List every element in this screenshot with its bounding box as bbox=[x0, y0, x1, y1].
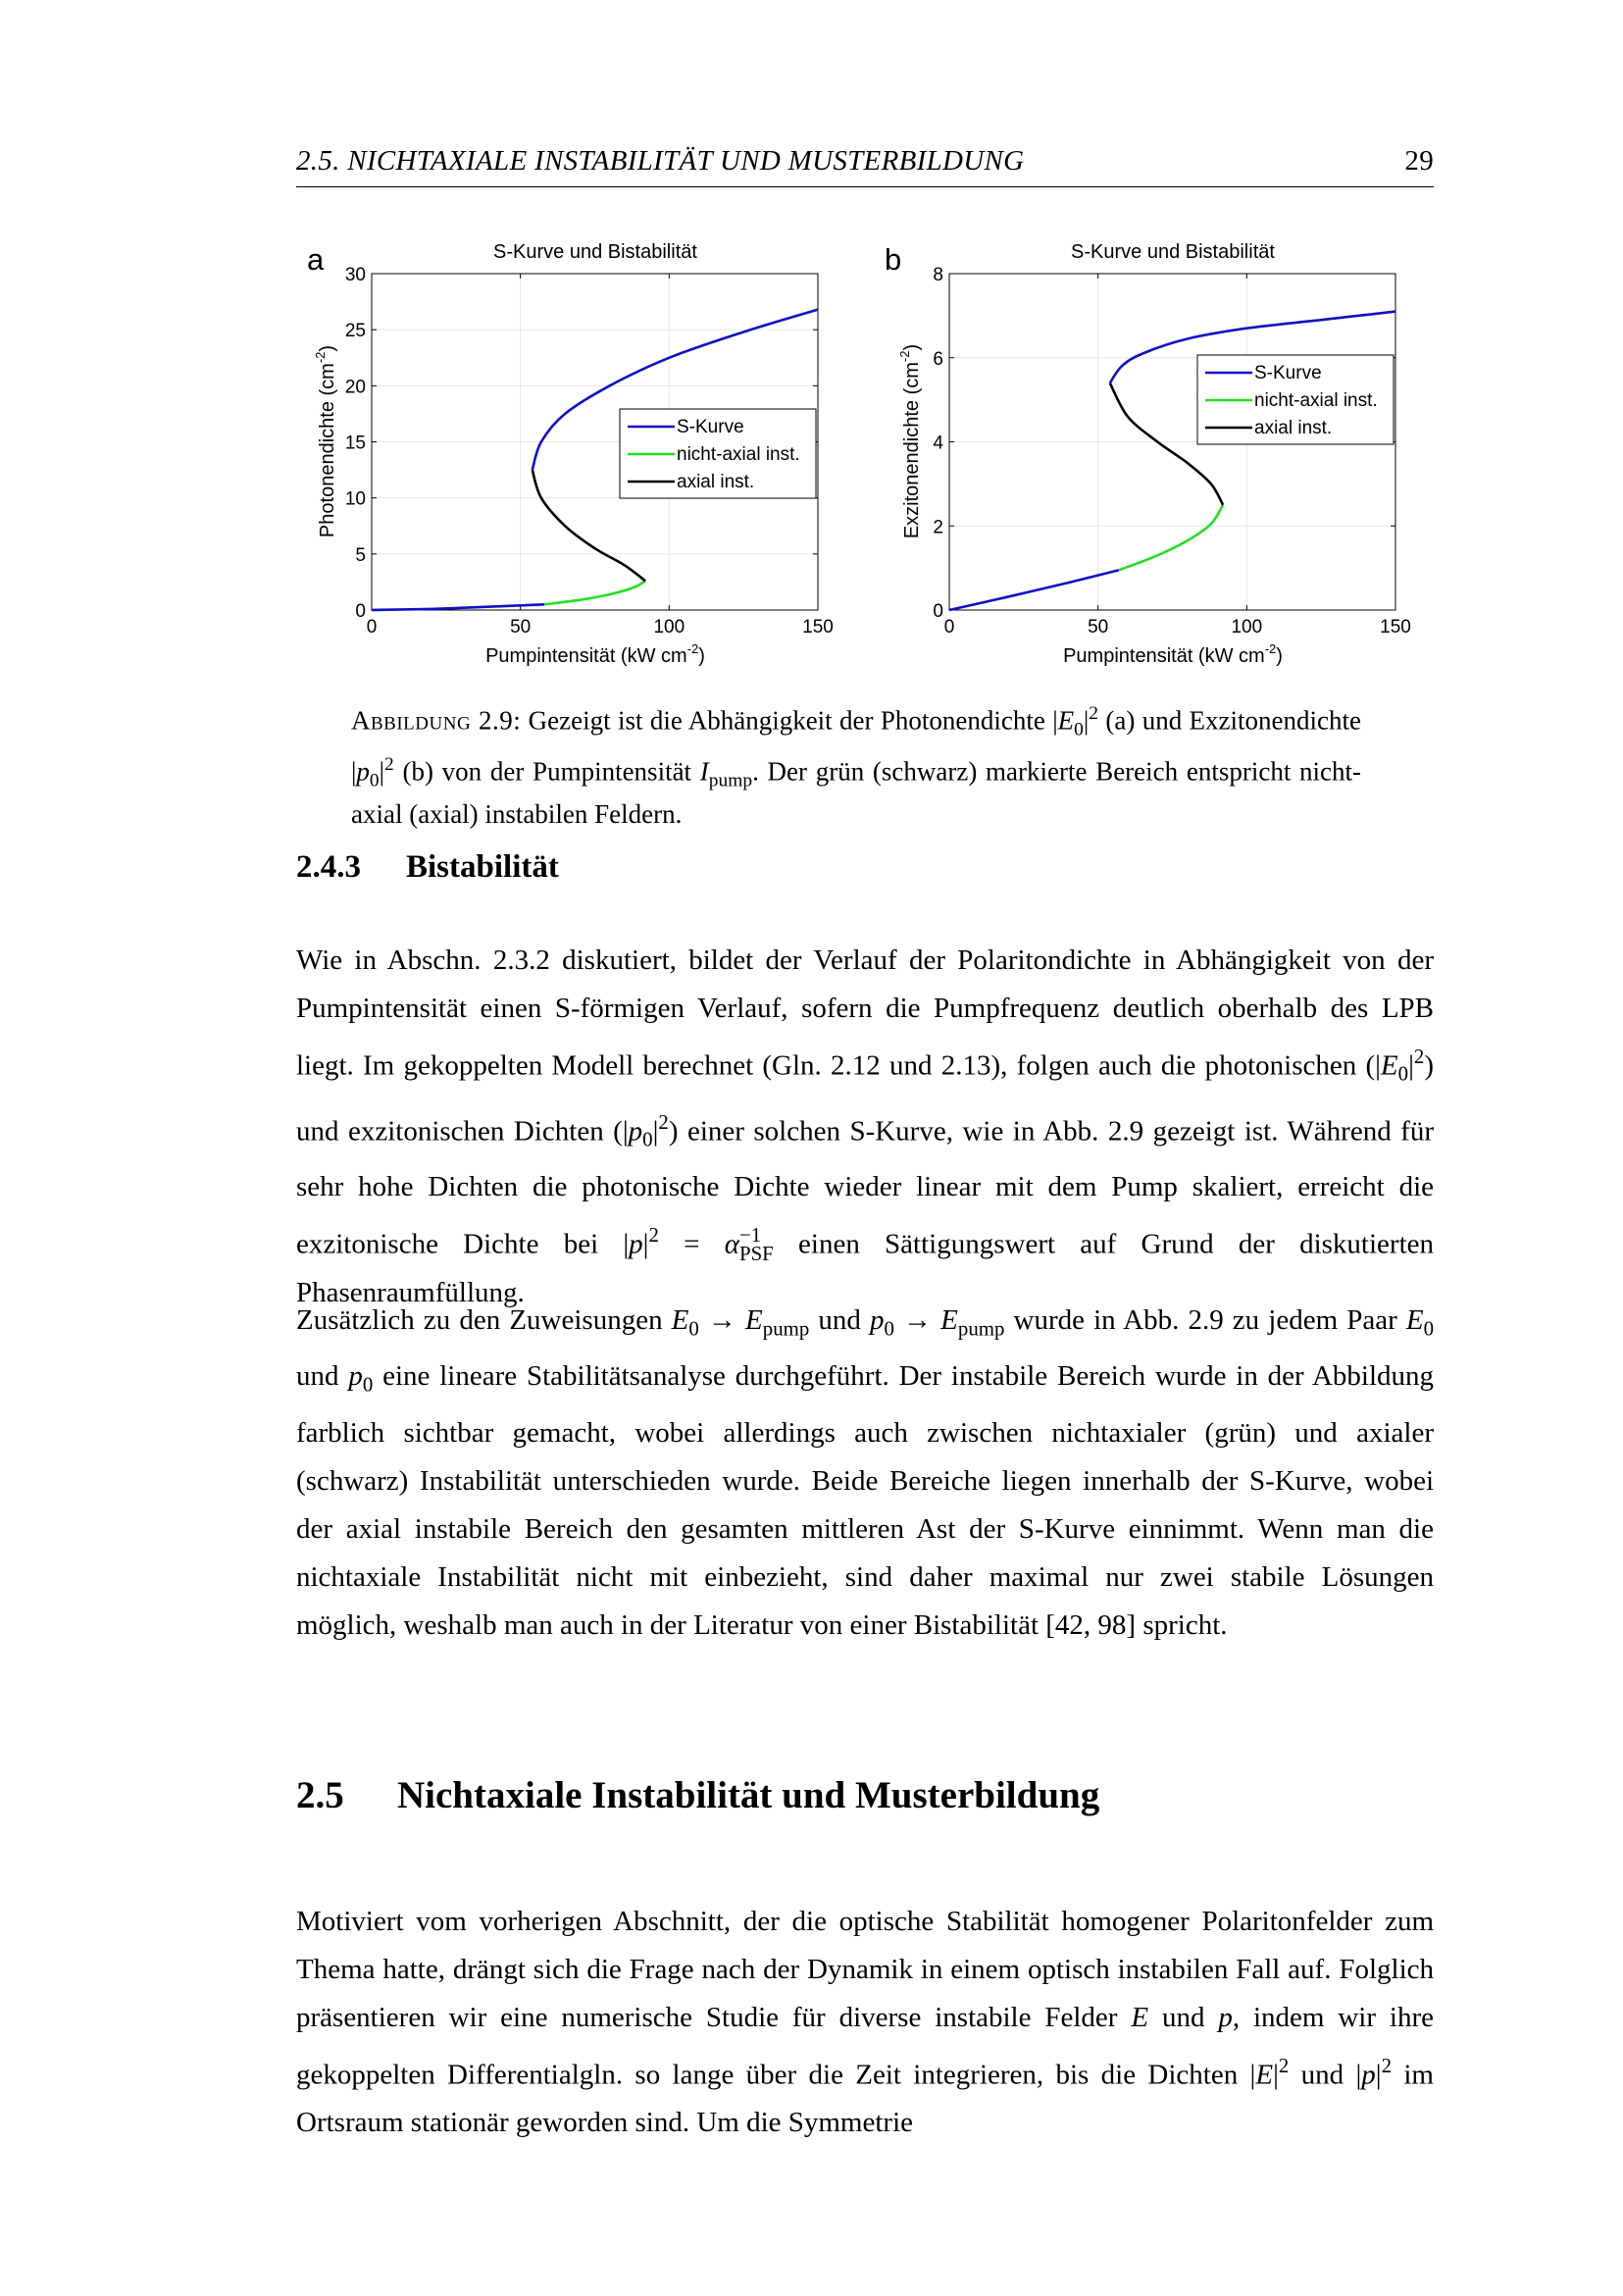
para-math: p bbox=[870, 1304, 885, 1336]
para-math: 2 bbox=[658, 1109, 669, 1134]
para-math: 2 bbox=[1413, 1045, 1425, 1068]
panel-a-xtick: 0 bbox=[366, 617, 378, 638]
para-math: 2 bbox=[648, 1223, 659, 1248]
para-text: Zusätzlich zu den Zuweisungen bbox=[296, 1304, 672, 1336]
subsection-heading bbox=[296, 849, 559, 886]
para-math: 2 bbox=[1278, 2054, 1290, 2077]
caption-text: | bbox=[379, 756, 385, 787]
panel-b-xlabel: Pumpintensität (kW $cm^{-2}$) bbox=[1063, 641, 1283, 667]
panel-a-ytick: 25 bbox=[344, 321, 366, 342]
panel-b-xtick: 0 bbox=[943, 617, 955, 638]
para-text: | bbox=[1408, 1049, 1414, 1082]
panel-b-xtick: 100 bbox=[1231, 617, 1263, 638]
panel-b-ytick: 2 bbox=[933, 517, 943, 538]
para-text: wurde in Abb. 2.9 zu jedem Paar bbox=[1004, 1304, 1406, 1336]
panel-a-series-s-kurve-0 bbox=[372, 604, 544, 610]
panel-a-xtick: 50 bbox=[510, 617, 532, 638]
caption-text: (a) und Exzitonendichte | bbox=[351, 705, 1361, 787]
panel-a-ytick: 0 bbox=[355, 601, 366, 622]
para-text: Motiviert vom vorherigen Abschnitt, der die optische Stabilität homogener Polaritonfelder zum Thema hatte, drängt sich die Frage nach der Dynamik in einem optisch instabilen Fall auf. Folglich präsentieren wir eine numerische Studie für diverse instabile Felder bbox=[296, 1906, 1434, 2033]
panel-a-title: S-Kurve und Bistabilität bbox=[493, 241, 697, 263]
para-text: eine lineare Stabilitätsanalyse durchgeführt. Der instabile Bereich wurde in der Abbildung farblich sichtbar gemacht, wobei allerdings auch zwischen nichtaxialer (grün) und axialer (schwarz) Instabilität unterschieden wurde. Beide Bereiche liegen innerhalb der S-Kurve, wobei der axial instabile Bereich den gesamten mittleren Ast der S-Kurve einnimmt. Wenn man die nichtaxiale Instabilität nicht mit einbezieht, sind daher maximal nur zwei stabile Lösungen möglich, weshalb man auch in der Literatur von einer Bistabilität [42, 98] spricht. bbox=[296, 1360, 1435, 1641]
caption-math: I bbox=[699, 756, 709, 787]
para-text: einen Sättigungswert auf Grund der diskutierten Phasenraumfüllung. bbox=[296, 1228, 1435, 1308]
legend-label-axial: axial inst. bbox=[1254, 418, 1333, 438]
para-math: → bbox=[698, 1304, 746, 1336]
running-header bbox=[296, 145, 1434, 184]
caption-label: Abbildung 2.9: bbox=[351, 705, 522, 736]
para-text: | bbox=[1375, 2059, 1382, 2091]
caption-text: . Der grün (schwarz) markierte Bereich entspricht nicht-axial (axial) instabilen Feldern. bbox=[351, 756, 1362, 830]
panel-b-ytick: 4 bbox=[933, 433, 943, 454]
section-number: 2.5 bbox=[296, 1774, 344, 1816]
para-math: 0 bbox=[1397, 1061, 1409, 1086]
para-math: p bbox=[628, 1115, 643, 1148]
panel-a-ytick: 20 bbox=[344, 377, 366, 398]
para-text: und | bbox=[1289, 2059, 1362, 2091]
figure-svg bbox=[294, 224, 1442, 685]
para-math: E bbox=[671, 1304, 689, 1336]
para-math: α bbox=[724, 1228, 739, 1260]
para-math: E bbox=[745, 1304, 763, 1336]
panel-a-ytick: 10 bbox=[344, 488, 366, 510]
panel-a-series-nicht-axial-inst--1 bbox=[544, 581, 645, 604]
paragraph-2 bbox=[296, 1297, 1434, 1650]
para-math: p bbox=[629, 1228, 643, 1260]
caption-math: 2 bbox=[384, 753, 394, 775]
panel-b-ytick: 6 bbox=[933, 348, 943, 370]
running-title: 2.5. NICHTAXIALE INSTABILITÄT UND MUSTERBILDUNG bbox=[296, 145, 1025, 177]
para-math: E bbox=[1131, 2002, 1149, 2033]
para-math: → bbox=[893, 1304, 941, 1336]
legend-label-axial: axial inst. bbox=[677, 472, 755, 492]
panel-a-ytick: 30 bbox=[344, 265, 366, 285]
subsection-number: 2.4.3 bbox=[296, 849, 361, 885]
subsection-title: Bistabilität bbox=[406, 849, 559, 885]
legend-label-s-kurve: S-Kurve bbox=[677, 417, 744, 437]
caption-text: Gezeigt ist die Abhängigkeit der Photonendichte | bbox=[528, 705, 1058, 736]
para-text: im Ortsraum stationär geworden sind. Um die Symmetrie bbox=[296, 2059, 1434, 2139]
para-math: 0 bbox=[362, 1372, 374, 1397]
panel-b-yticks bbox=[933, 265, 943, 622]
para-text: und bbox=[1148, 2002, 1219, 2033]
para-text: = bbox=[658, 1228, 725, 1260]
section-heading bbox=[296, 1773, 1099, 1817]
panel-b-series-nicht-axial-inst--1 bbox=[1119, 505, 1223, 571]
para-math: 0 bbox=[1423, 1316, 1435, 1341]
panel-b-legend bbox=[1197, 355, 1394, 444]
panel-b-title: S-Kurve und Bistabilität bbox=[1071, 241, 1275, 263]
caption-math: p bbox=[356, 756, 370, 787]
para-math: 2 bbox=[1381, 2054, 1393, 2077]
panel-a-xtick: 100 bbox=[653, 617, 685, 638]
figure-2-9 bbox=[294, 224, 1442, 685]
para-math: 0 bbox=[642, 1127, 653, 1151]
para-math: 0 bbox=[688, 1316, 699, 1341]
caption-text: | bbox=[1083, 705, 1090, 736]
para-text: ) und exzitonischen Dichten (| bbox=[296, 1049, 1434, 1148]
panel-a-xlabel: Pumpintensität (kW $cm^{-2}$) bbox=[485, 641, 705, 667]
panel-a bbox=[307, 241, 834, 667]
paragraph-1 bbox=[296, 937, 1434, 1317]
paragraph-3 bbox=[296, 1898, 1434, 2147]
panel-b-ytick: 8 bbox=[933, 265, 943, 285]
para-text: und bbox=[296, 1360, 349, 1393]
panel-b-series-s-kurve-0 bbox=[949, 570, 1119, 610]
panel-b-label: b bbox=[885, 242, 902, 277]
panel-b-ytick: 0 bbox=[933, 601, 943, 622]
para-math: PSF bbox=[738, 1242, 774, 1266]
para-text: , indem wir ihre gekoppelten Differentialgln. so lange über die Zeit integrieren, bis die Dichten | bbox=[296, 2002, 1434, 2091]
panel-b bbox=[885, 241, 1411, 667]
alpha-scripts bbox=[738, 1223, 774, 1266]
para-math: 0 bbox=[884, 1316, 894, 1341]
para-math: E bbox=[940, 1304, 958, 1336]
legend-label-nicht-axial: nicht-axial inst. bbox=[677, 444, 800, 465]
para-math: p bbox=[1218, 2002, 1233, 2033]
panel-a-ylabel: Photonendichte $(cm^{-2})$ bbox=[313, 344, 338, 538]
caption-math: pump bbox=[708, 770, 753, 791]
panel-a-label: a bbox=[307, 242, 325, 277]
panel-b-xtick: 150 bbox=[1380, 617, 1411, 638]
caption-math: E bbox=[1057, 705, 1075, 736]
para-text: ) einer solchen S-Kurve, wie in Abb. 2.9 gezeigt ist. Während für sehr hohe Dichten die photonische Dichte wieder linear mit dem Pump skaliert, erreicht die exzitonische Dichte bei | bbox=[296, 1115, 1434, 1260]
caption-text: (b) von der Pumpintensität bbox=[402, 756, 692, 787]
para-text: Wie in Abschn. 2.3.2 diskutiert, bildet der Verlauf der Polaritondichte in Abhängigkeit von der Pumpintensität einen S-förmigen Verlauf, sofern die Pumpfrequenz deutlich oberhalb des LPB liegt. Im gekoppelten Modell berechnet (Gln. 2.12 und 2.13), folgen auch die photonischen (| bbox=[296, 944, 1434, 1082]
para-math: −1 bbox=[738, 1223, 762, 1248]
panel-b-ylabel: Exzitonendichte $(cm^{-2})$ bbox=[897, 343, 923, 539]
para-math: p bbox=[348, 1360, 363, 1393]
caption-math: 2 bbox=[1089, 703, 1098, 724]
panel-a-ytick: 5 bbox=[355, 544, 366, 566]
header-rule bbox=[296, 186, 1434, 187]
para-math: p bbox=[1361, 2059, 1376, 2091]
caption-math: 0 bbox=[1074, 719, 1084, 740]
panel-a-ytick: 15 bbox=[344, 433, 366, 454]
para-math: E bbox=[1255, 2059, 1274, 2091]
section-title: Nichtaxiale Instabilität und Musterbildung bbox=[397, 1774, 1100, 1816]
caption-math: 0 bbox=[369, 770, 380, 791]
page-number: 29 bbox=[1404, 145, 1434, 177]
legend-label-nicht-axial: nicht-axial inst. bbox=[1254, 390, 1378, 411]
para-math: pump bbox=[957, 1316, 1005, 1341]
para-text: und bbox=[809, 1304, 871, 1336]
panel-b-xticks bbox=[944, 617, 1411, 638]
para-math: E bbox=[1380, 1049, 1398, 1082]
para-math: E bbox=[1405, 1304, 1424, 1336]
panel-a-xtick: 150 bbox=[802, 617, 834, 638]
figure-caption bbox=[351, 696, 1361, 832]
para-text: | bbox=[652, 1115, 659, 1148]
para-math: pump bbox=[762, 1316, 810, 1341]
panel-a-legend bbox=[620, 409, 816, 498]
panel-a-yticks bbox=[345, 265, 366, 622]
panel-b-xtick: 50 bbox=[1088, 617, 1109, 638]
legend-label-s-kurve: S-Kurve bbox=[1254, 363, 1322, 383]
panel-a-xticks bbox=[367, 617, 834, 638]
para-text: | bbox=[642, 1228, 649, 1260]
para-text: | bbox=[1273, 2059, 1279, 2091]
